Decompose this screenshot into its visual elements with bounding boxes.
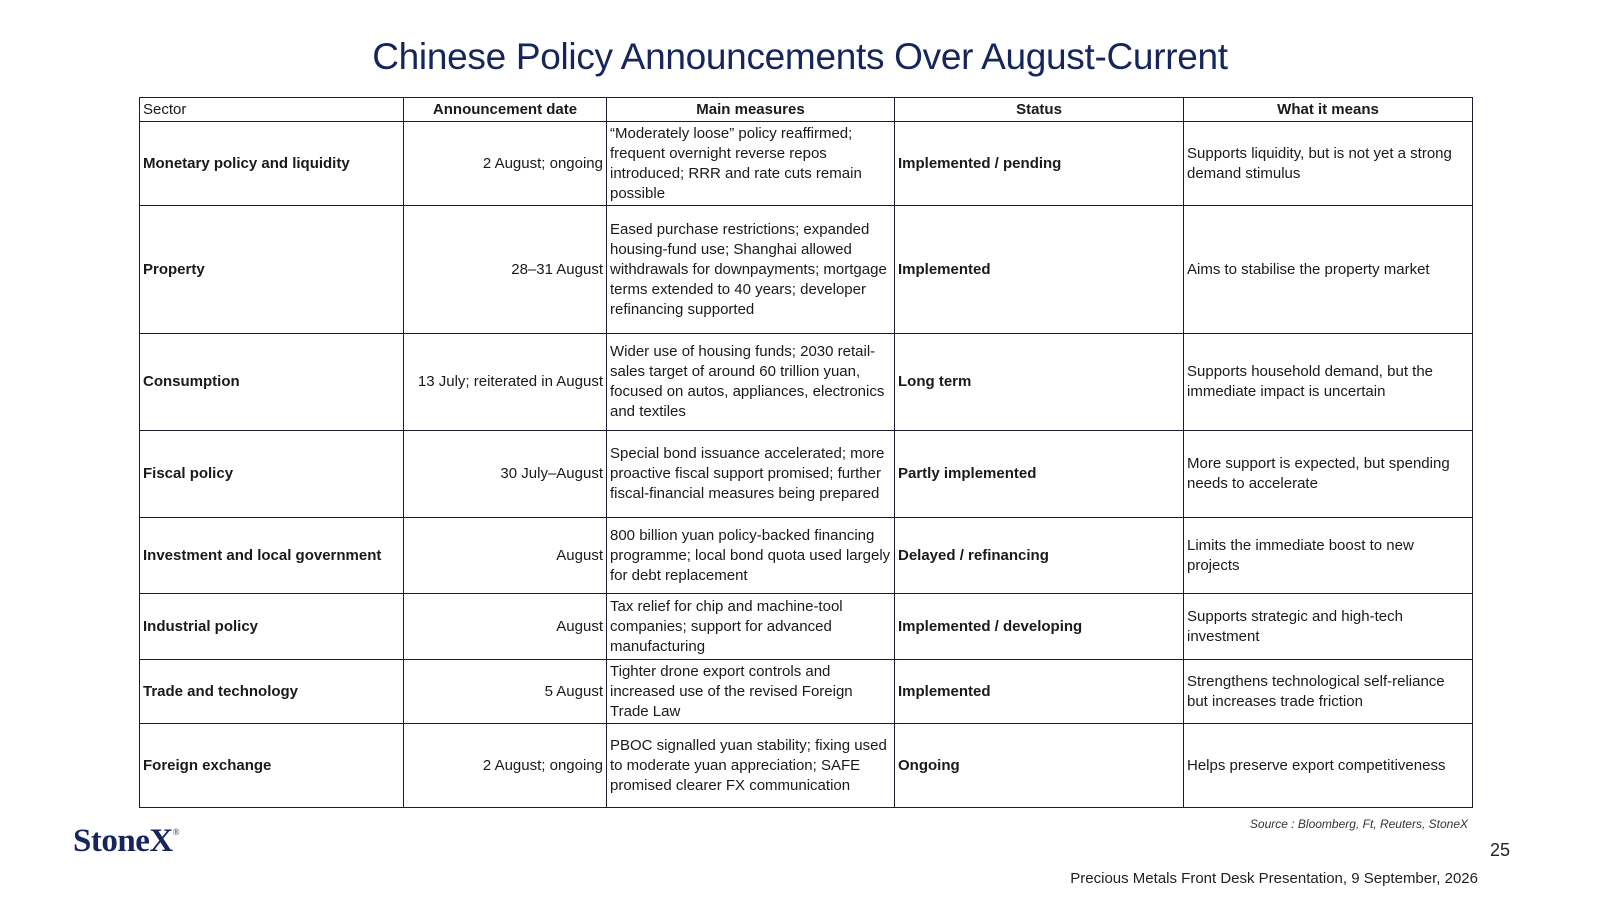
cell-date: August [404,518,607,594]
cell-date: 5 August [404,660,607,724]
header-announcement-date: Announcement date [404,98,607,122]
cell-status: Implemented / pending [895,122,1184,206]
table-header-row [140,98,1473,122]
cell-measures: Eased purchase restrictions; expanded housing-fund use; Shanghai allowed withdrawals for downpayments; mortgage terms extended to 40 years; developer refinancing supported [607,206,895,334]
cell-meaning: Helps preserve export competitiveness [1184,724,1473,808]
cell-sector: Property [140,206,404,334]
cell-sector: Investment and local government [140,518,404,594]
cell-status: Implemented [895,660,1184,724]
cell-date: 28–31 August [404,206,607,334]
cell-meaning: Supports strategic and high-tech investment [1184,594,1473,660]
stonex-logo [73,823,179,860]
header-status: Status [895,98,1184,122]
cell-date: August [404,594,607,660]
table-row [140,431,1473,518]
cell-sector: Monetary policy and liquidity [140,122,404,206]
cell-status: Long term [895,334,1184,431]
cell-measures: Tighter drone export controls and increased use of the revised Foreign Trade Law [607,660,895,724]
table-row [140,660,1473,724]
policy-table [139,97,1473,808]
cell-date: 2 August; ongoing [404,724,607,808]
registered-mark: ® [172,827,180,837]
cell-sector: Trade and technology [140,660,404,724]
table-row [140,724,1473,808]
table-row [140,206,1473,334]
cell-meaning: Supports household demand, but the immediate impact is uncertain [1184,334,1473,431]
header-sector: Sector [140,98,404,122]
page-number: 25 [1490,840,1511,860]
cell-sector: Industrial policy [140,594,404,660]
footer-text: Precious Metals Front Desk Presentation, 9 September, 2026 [1070,870,1478,887]
cell-measures: 800 billion yuan policy-backed financing programme; local bond quota used largely for debt replacement [607,518,895,594]
table-row [140,334,1473,431]
table-row [140,122,1473,206]
header-what-it-means: What it means [1184,98,1473,122]
cell-date: 2 August; ongoing [404,122,607,206]
cell-date: 30 July–August [404,431,607,518]
cell-meaning: Strengthens technological self-reliance but increases trade friction [1184,660,1473,724]
cell-measures: PBOC signalled yuan stability; fixing used to moderate yuan appreciation; SAFE promised clearer FX communication [607,724,895,808]
table-row [140,518,1473,594]
logo-text: StoneX [73,823,173,859]
slide-title: Chinese Policy Announcements Over August-Current [372,36,1228,77]
cell-measures: Tax relief for chip and machine-tool companies; support for advanced manufacturing [607,594,895,660]
cell-measures: Special bond issuance accelerated; more proactive fiscal support promised; further fiscal-financial measures being prepared [607,431,895,518]
cell-status: Delayed / refinancing [895,518,1184,594]
cell-measures: “Moderately loose” policy reaffirmed; frequent overnight reverse repos introduced; RRR and rate cuts remain possible [607,122,895,206]
cell-status: Partly implemented [895,431,1184,518]
cell-status: Ongoing [895,724,1184,808]
cell-meaning: Aims to stabilise the property market [1184,206,1473,334]
cell-meaning: Supports liquidity, but is not yet a strong demand stimulus [1184,122,1473,206]
header-main-measures: Main measures [607,98,895,122]
cell-sector: Fiscal policy [140,431,404,518]
cell-measures: Wider use of housing funds; 2030 retail-sales target of around 60 trillion yuan, focused on autos, appliances, electronics and textiles [607,334,895,431]
cell-status: Implemented / developing [895,594,1184,660]
cell-sector: Foreign exchange [140,724,404,808]
cell-meaning: More support is expected, but spending needs to accelerate [1184,431,1473,518]
source-note: Source : Bloomberg, Ft, Reuters, StoneX [1249,817,1468,831]
cell-sector: Consumption [140,334,404,431]
cell-meaning: Limits the immediate boost to new projects [1184,518,1473,594]
table-row [140,594,1473,660]
cell-date: 13 July; reiterated in August [404,334,607,431]
cell-status: Implemented [895,206,1184,334]
